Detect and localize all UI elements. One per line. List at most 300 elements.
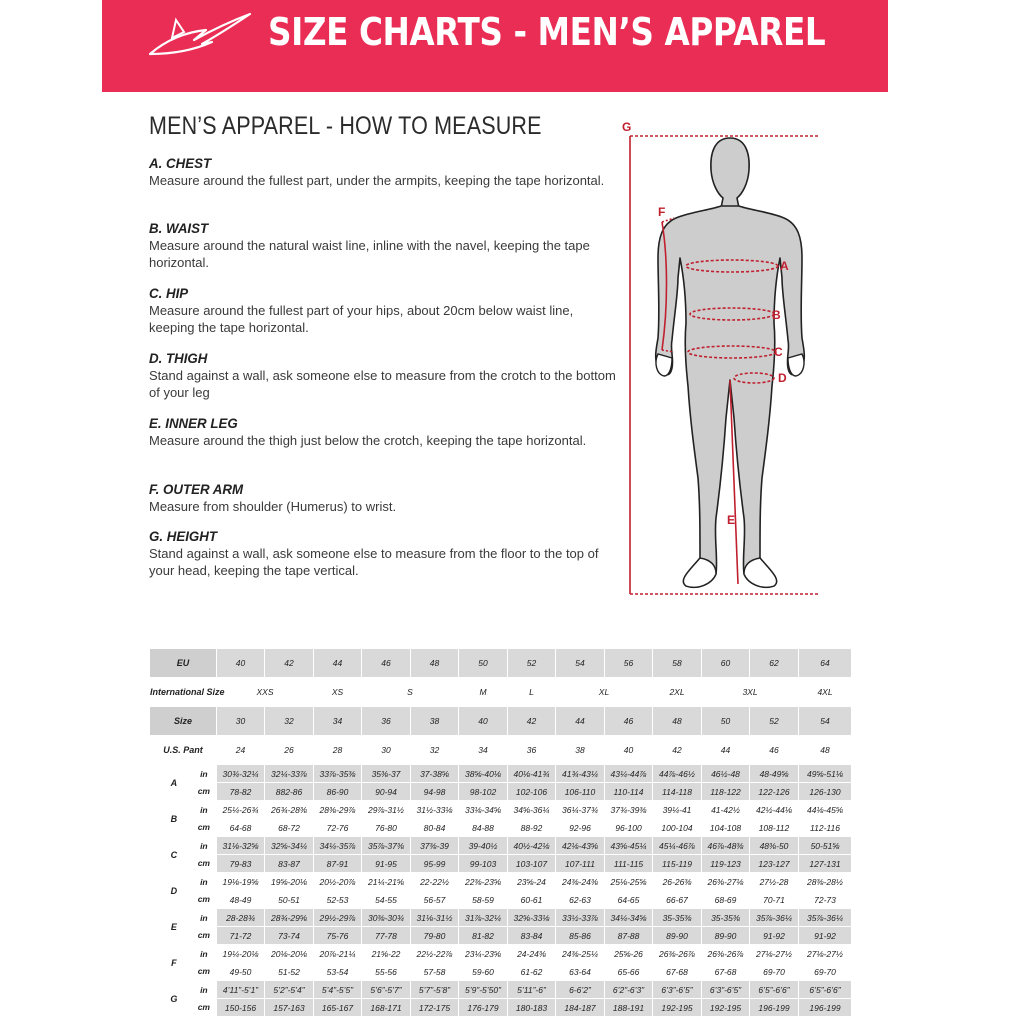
measure-row-cm — [150, 855, 852, 873]
intl-cell: 2XL — [653, 678, 702, 707]
measure-letter: C — [170, 849, 178, 860]
cm-cell: 77-78 — [362, 927, 411, 945]
measure-text: Stand against a wall, ask someone else to measure from the floor to the top of your head, keeping the tape vertical. — [149, 546, 599, 578]
measure-row-label — [150, 765, 217, 801]
intl-cell: M — [459, 678, 508, 707]
in-cell: 44⅛-45⅝ — [799, 801, 852, 819]
measure-row-label — [150, 981, 217, 1017]
measure-label: C. HIP — [149, 285, 189, 301]
measure-row-in — [150, 873, 852, 891]
in-cell: 35-35⅜ — [653, 909, 702, 927]
in-cell: 48⅜-50 — [750, 837, 799, 855]
intl-cell: XS — [314, 678, 362, 707]
intl-row — [150, 678, 852, 707]
measure-text: Stand against a wall, ask someone else to measure from the crotch to the bottom of your leg — [149, 368, 616, 400]
uspant-cell: 34 — [459, 736, 508, 765]
cm-cell: 115-119 — [653, 855, 702, 873]
in-cell: 28⅜-29⅞ — [314, 801, 362, 819]
cm-cell: 78-82 — [217, 783, 265, 801]
unit-in: in — [200, 985, 208, 995]
measure-letter: F — [171, 957, 177, 968]
measure-chest — [149, 155, 619, 189]
cm-cell: 89-90 — [702, 927, 750, 945]
unit-cm: cm — [197, 930, 210, 940]
in-cell: 34⅝-36¼ — [508, 801, 556, 819]
size-cell: 34 — [314, 707, 362, 736]
uspant-cell: 44 — [702, 736, 750, 765]
in-cell: 37⅜-39 — [411, 837, 459, 855]
measure-label: D. THIGH — [149, 350, 208, 366]
row-header-size: Size — [150, 707, 217, 736]
eu-cell: 64 — [799, 649, 852, 678]
in-cell: 46⅞-48⅜ — [702, 837, 750, 855]
intl-cell: XL — [556, 678, 653, 707]
size-cell: 44 — [556, 707, 605, 736]
measure-row-label — [150, 909, 217, 945]
measure-text: Measure around the natural waist line, inline with the navel, keeping the tape horizontal. — [149, 238, 590, 270]
in-cell: 35⅞-36¼ — [750, 909, 799, 927]
cm-cell: 98-102 — [459, 783, 508, 801]
in-cell: 5’4”-5’5” — [314, 981, 362, 999]
in-cell: 25⅝-26 — [605, 945, 653, 963]
cm-cell: 184-187 — [556, 999, 605, 1017]
in-cell: 27⅛-27½ — [799, 945, 852, 963]
cm-cell: 122-126 — [750, 783, 799, 801]
cm-cell: 107-111 — [556, 855, 605, 873]
cm-cell: 65-66 — [605, 963, 653, 981]
cm-cell: 50-51 — [265, 891, 314, 909]
label-e: E — [727, 513, 736, 527]
body-measurement-figure — [620, 118, 840, 598]
cm-cell: 48-49 — [217, 891, 265, 909]
in-cell: 21¼-21⅝ — [362, 873, 411, 891]
cm-cell: 67-68 — [702, 963, 750, 981]
cm-cell: 58-59 — [459, 891, 508, 909]
in-cell: 21⅝-22 — [362, 945, 411, 963]
intl-cell: XXS — [217, 678, 314, 707]
measure-label: F. OUTER ARM — [149, 481, 244, 497]
in-cell: 36¼-37¾ — [556, 801, 605, 819]
cm-cell: 64-68 — [217, 819, 265, 837]
cm-cell: 68-69 — [702, 891, 750, 909]
in-cell: 20⅛-20⅛ — [265, 945, 314, 963]
in-cell: 5’9”-5’50” — [459, 981, 508, 999]
size-cell: 38 — [411, 707, 459, 736]
label-a: A — [780, 259, 789, 273]
in-cell: 32⅝-34¼ — [265, 837, 314, 855]
in-cell: 41-42½ — [702, 801, 750, 819]
in-cell: 44⅞-46½ — [653, 765, 702, 783]
measure-row-cm — [150, 963, 852, 981]
measure-row-label — [150, 837, 217, 873]
in-cell: 27⅛-27½ — [750, 945, 799, 963]
size-cell: 32 — [265, 707, 314, 736]
size-cell: 54 — [799, 707, 852, 736]
size-cell: 50 — [702, 707, 750, 736]
size-chart-table — [149, 648, 852, 1017]
measure-label: E. INNER LEG — [149, 415, 238, 431]
measure-row-in — [150, 837, 852, 855]
in-cell: 31⅞-32¼ — [459, 909, 508, 927]
in-cell: 6’2”-6’3” — [605, 981, 653, 999]
cm-cell: 52-53 — [314, 891, 362, 909]
in-cell: 50-51⅝ — [799, 837, 852, 855]
cm-cell: 70-71 — [750, 891, 799, 909]
label-c: C — [774, 345, 783, 359]
unit-in: in — [200, 877, 208, 887]
in-cell: 22-22½ — [411, 873, 459, 891]
in-cell: 43⅝-45¼ — [605, 837, 653, 855]
measure-letter: G — [170, 993, 178, 1004]
row-header-eu: EU — [150, 649, 217, 678]
cm-cell: 75-76 — [314, 927, 362, 945]
cm-cell: 882-86 — [265, 783, 314, 801]
cm-cell: 118-122 — [702, 783, 750, 801]
eu-cell: 46 — [362, 649, 411, 678]
page-title: SIZE CHARTS - MEN’S APPAREL — [268, 10, 826, 54]
unit-in: in — [200, 913, 208, 923]
cm-cell: 68-72 — [265, 819, 314, 837]
in-cell: 26-26⅜ — [653, 873, 702, 891]
unit-cm: cm — [197, 822, 210, 832]
in-cell: 34¼-34⅝ — [605, 909, 653, 927]
in-cell: 43¼-44⅞ — [605, 765, 653, 783]
cm-cell: 49-50 — [217, 963, 265, 981]
in-cell: 4’11”-5’1” — [217, 981, 265, 999]
in-cell: 6’3”-6’5” — [702, 981, 750, 999]
cm-cell: 110-114 — [605, 783, 653, 801]
in-cell: 32¼-33⅞ — [265, 765, 314, 783]
intl-cell: 4XL — [799, 678, 852, 707]
cm-cell: 85-86 — [556, 927, 605, 945]
cm-cell: 59-60 — [459, 963, 508, 981]
cm-cell: 91-92 — [750, 927, 799, 945]
intl-cell: L — [508, 678, 556, 707]
measure-row-label — [150, 945, 217, 981]
in-cell: 24⅜-25¼ — [556, 945, 605, 963]
in-cell: 22⅜-23⅝ — [459, 873, 508, 891]
uspant-cell: 46 — [750, 736, 799, 765]
in-cell: 30⅜-30¾ — [362, 909, 411, 927]
measure-label: G. HEIGHT — [149, 528, 217, 544]
measure-text: Measure around the fullest part of your hips, about 20cm below waist line, keeping the tape horizontal. — [149, 303, 574, 335]
measure-label: B. WAIST — [149, 220, 209, 236]
cm-cell: 127-131 — [799, 855, 852, 873]
in-cell: 28⅜-28½ — [799, 873, 852, 891]
in-cell: 35⅞-36¼ — [799, 909, 852, 927]
unit-cm: cm — [197, 966, 210, 976]
in-cell: 41¾-43¼ — [556, 765, 605, 783]
eu-row — [150, 649, 852, 678]
measure-letter: B — [170, 813, 178, 824]
size-cell: 48 — [653, 707, 702, 736]
in-cell: 30¾-32¼ — [217, 765, 265, 783]
measure-height — [149, 528, 619, 579]
measure-row-in — [150, 909, 852, 927]
cm-cell: 73-74 — [265, 927, 314, 945]
measure-row-label — [150, 801, 217, 837]
measure-row-in — [150, 981, 852, 999]
size-cell: 30 — [217, 707, 265, 736]
in-cell: 23⅝-24 — [508, 873, 556, 891]
eu-cell: 42 — [265, 649, 314, 678]
uspant-cell: 26 — [265, 736, 314, 765]
in-cell: 31⅛-31½ — [411, 909, 459, 927]
in-cell: 35-35⅜ — [702, 909, 750, 927]
in-cell: 40⅛-41¾ — [508, 765, 556, 783]
cm-cell: 87-88 — [605, 927, 653, 945]
measure-row-cm — [150, 891, 852, 909]
cm-cell: 188-191 — [605, 999, 653, 1017]
in-cell: 23¼-23⅝ — [459, 945, 508, 963]
eu-cell: 62 — [750, 649, 799, 678]
unit-cm: cm — [197, 1002, 210, 1012]
uspant-cell: 32 — [411, 736, 459, 765]
unit-in: in — [200, 949, 208, 959]
measure-hip — [149, 285, 619, 336]
in-cell: 19⅛-19⅝ — [217, 873, 265, 891]
cm-cell: 95-99 — [411, 855, 459, 873]
cm-cell: 192-195 — [653, 999, 702, 1017]
cm-cell: 180-183 — [508, 999, 556, 1017]
size-cell: 42 — [508, 707, 556, 736]
in-cell: 37-38⅝ — [411, 765, 459, 783]
measure-label: A. CHEST — [149, 155, 212, 171]
cm-cell: 83-84 — [508, 927, 556, 945]
eu-cell: 54 — [556, 649, 605, 678]
measure-text: Measure around the fullest part, under the armpits, keeping the tape horizontal. — [149, 173, 605, 188]
cm-cell: 87-91 — [314, 855, 362, 873]
unit-cm: cm — [197, 858, 210, 868]
eu-cell: 56 — [605, 649, 653, 678]
cm-cell: 119-123 — [702, 855, 750, 873]
row-header-intl: International Size — [150, 678, 217, 707]
in-cell: 48-49⅝ — [750, 765, 799, 783]
cm-cell: 61-62 — [508, 963, 556, 981]
unit-in: in — [200, 841, 208, 851]
label-f: F — [658, 205, 666, 219]
in-cell: 6’5”-6’6” — [750, 981, 799, 999]
cm-cell: 103-107 — [508, 855, 556, 873]
in-cell: 37¾-39⅜ — [605, 801, 653, 819]
in-cell: 25¼-26¾ — [217, 801, 265, 819]
cm-cell: 176-179 — [459, 999, 508, 1017]
measure-letter: D — [170, 885, 178, 896]
row-header-uspant: U.S. Pant — [150, 736, 217, 765]
in-cell: 19⅝-20⅛ — [265, 873, 314, 891]
in-cell: 46½-48 — [702, 765, 750, 783]
cm-cell: 79-80 — [411, 927, 459, 945]
uspant-cell: 28 — [314, 736, 362, 765]
cm-cell: 79-83 — [217, 855, 265, 873]
cm-cell: 126-130 — [799, 783, 852, 801]
cm-cell: 165-167 — [314, 999, 362, 1017]
cm-cell: 100-104 — [653, 819, 702, 837]
uspant-cell: 30 — [362, 736, 411, 765]
eu-cell: 50 — [459, 649, 508, 678]
measure-row-cm — [150, 999, 852, 1017]
cm-cell: 90-94 — [362, 783, 411, 801]
measure-outer-arm — [149, 481, 619, 515]
cm-cell: 83-87 — [265, 855, 314, 873]
in-cell: 33⅛-34⅝ — [459, 801, 508, 819]
unit-in: in — [200, 805, 208, 815]
eu-cell: 44 — [314, 649, 362, 678]
in-cell: 42½-44⅛ — [750, 801, 799, 819]
cm-cell: 94-98 — [411, 783, 459, 801]
label-d: D — [778, 371, 787, 385]
measure-row-label — [150, 873, 217, 909]
uspant-row — [150, 736, 852, 765]
cm-cell: 51-52 — [265, 963, 314, 981]
in-cell: 28-28¾ — [217, 909, 265, 927]
cm-cell: 91-92 — [799, 927, 852, 945]
measure-text: Measure from shoulder (Humerus) to wrist. — [149, 499, 397, 514]
cm-cell: 55-56 — [362, 963, 411, 981]
cm-cell: 150-156 — [217, 999, 265, 1017]
uspant-cell: 36 — [508, 736, 556, 765]
cm-cell: 81-82 — [459, 927, 508, 945]
cm-cell: 172-175 — [411, 999, 459, 1017]
uspant-cell: 40 — [605, 736, 653, 765]
measure-row-in — [150, 945, 852, 963]
uspant-cell: 42 — [653, 736, 702, 765]
cm-cell: 72-76 — [314, 819, 362, 837]
cm-cell: 192-195 — [702, 999, 750, 1017]
cm-cell: 111-115 — [605, 855, 653, 873]
in-cell: 26¾-28⅜ — [265, 801, 314, 819]
in-cell: 27½-28 — [750, 873, 799, 891]
in-cell: 33⅞-35⅜ — [314, 765, 362, 783]
cm-cell: 89-90 — [653, 927, 702, 945]
measure-row-in — [150, 765, 852, 783]
cm-cell: 196-199 — [799, 999, 852, 1017]
in-cell: 40½-42⅛ — [508, 837, 556, 855]
measure-inner-leg — [149, 415, 619, 449]
cm-cell: 62-63 — [556, 891, 605, 909]
cm-cell: 88-92 — [508, 819, 556, 837]
size-cell: 52 — [750, 707, 799, 736]
size-cell: 36 — [362, 707, 411, 736]
cm-cell: 92-96 — [556, 819, 605, 837]
in-cell: 31½-33⅛ — [411, 801, 459, 819]
in-cell: 6’5”-6’6” — [799, 981, 852, 999]
cm-cell: 56-57 — [411, 891, 459, 909]
in-cell: 26⅜-27⅛ — [702, 873, 750, 891]
alpinestars-star-logo — [146, 10, 252, 58]
uspant-cell: 24 — [217, 736, 265, 765]
cm-cell: 69-70 — [750, 963, 799, 981]
measure-thigh — [149, 350, 619, 401]
in-cell: 31⅛-32⅝ — [217, 837, 265, 855]
in-cell: 20⅞-21¼ — [314, 945, 362, 963]
cm-cell: 64-65 — [605, 891, 653, 909]
in-cell: 29½-29⅞ — [314, 909, 362, 927]
cm-cell: 57-58 — [411, 963, 459, 981]
in-cell: 38⅝-40⅛ — [459, 765, 508, 783]
in-cell: 6’3”-6’5” — [653, 981, 702, 999]
cm-cell: 69-70 — [799, 963, 852, 981]
in-cell: 5’7”-5’8” — [411, 981, 459, 999]
cm-cell: 112-116 — [799, 819, 852, 837]
in-cell: 22½-22⅞ — [411, 945, 459, 963]
intl-cell: 3XL — [702, 678, 799, 707]
label-b: B — [772, 308, 781, 322]
label-g: G — [622, 120, 632, 134]
measure-letter: A — [170, 777, 178, 788]
cm-cell: 67-68 — [653, 963, 702, 981]
in-cell: 49⅝-51⅛ — [799, 765, 852, 783]
cm-cell: 123-127 — [750, 855, 799, 873]
measure-row-in — [150, 801, 852, 819]
cm-cell: 196-199 — [750, 999, 799, 1017]
cm-cell: 91-95 — [362, 855, 411, 873]
measure-row-cm — [150, 927, 852, 945]
in-cell: 35⅞-37⅜ — [362, 837, 411, 855]
in-cell: 6-6’2” — [556, 981, 605, 999]
in-cell: 19¼-20⅛ — [217, 945, 265, 963]
in-cell: 45¼-46⅞ — [653, 837, 702, 855]
cm-cell: 80-84 — [411, 819, 459, 837]
cm-cell: 102-106 — [508, 783, 556, 801]
in-cell: 28¾-29⅝ — [265, 909, 314, 927]
cm-cell: 72-73 — [799, 891, 852, 909]
eu-cell: 60 — [702, 649, 750, 678]
in-cell: 35⅜-37 — [362, 765, 411, 783]
cm-cell: 66-67 — [653, 891, 702, 909]
cm-cell: 96-100 — [605, 819, 653, 837]
in-cell: 39-40½ — [459, 837, 508, 855]
measure-row-cm — [150, 783, 852, 801]
unit-in: in — [200, 769, 208, 779]
in-cell: 34¼-35⅞ — [314, 837, 362, 855]
measure-waist — [149, 220, 619, 271]
eu-cell: 40 — [217, 649, 265, 678]
cm-cell: 76-80 — [362, 819, 411, 837]
in-cell: 29⅞-31½ — [362, 801, 411, 819]
intl-cell: S — [362, 678, 459, 707]
in-cell: 24-24⅜ — [508, 945, 556, 963]
cm-cell: 86-90 — [314, 783, 362, 801]
size-row — [150, 707, 852, 736]
cm-cell: 99-103 — [459, 855, 508, 873]
in-cell: 26⅜-26⅞ — [653, 945, 702, 963]
in-cell: 26⅜-26⅞ — [702, 945, 750, 963]
in-cell: 20½-20⅞ — [314, 873, 362, 891]
uspant-cell: 48 — [799, 736, 852, 765]
cm-cell: 60-61 — [508, 891, 556, 909]
cm-cell: 114-118 — [653, 783, 702, 801]
cm-cell: 106-110 — [556, 783, 605, 801]
measure-text: Measure around the thigh just below the crotch, keeping the tape horizontal. — [149, 433, 587, 448]
cm-cell: 54-55 — [362, 891, 411, 909]
in-cell: 32⅝-33⅛ — [508, 909, 556, 927]
header-banner — [102, 0, 888, 92]
in-cell: 5’6”-5’7” — [362, 981, 411, 999]
in-cell: 42⅛-43⅝ — [556, 837, 605, 855]
section-title: MEN’S APPAREL - HOW TO MEASURE — [149, 112, 542, 140]
measure-row-cm — [150, 819, 852, 837]
unit-cm: cm — [197, 894, 210, 904]
cm-cell: 108-112 — [750, 819, 799, 837]
eu-cell: 48 — [411, 649, 459, 678]
in-cell: 5’11”-6” — [508, 981, 556, 999]
size-cell: 40 — [459, 707, 508, 736]
in-cell: 25⅛-25⅝ — [605, 873, 653, 891]
measure-letter: E — [170, 921, 177, 932]
cm-cell: 157-163 — [265, 999, 314, 1017]
in-cell: 24⅜-24⅜ — [556, 873, 605, 891]
